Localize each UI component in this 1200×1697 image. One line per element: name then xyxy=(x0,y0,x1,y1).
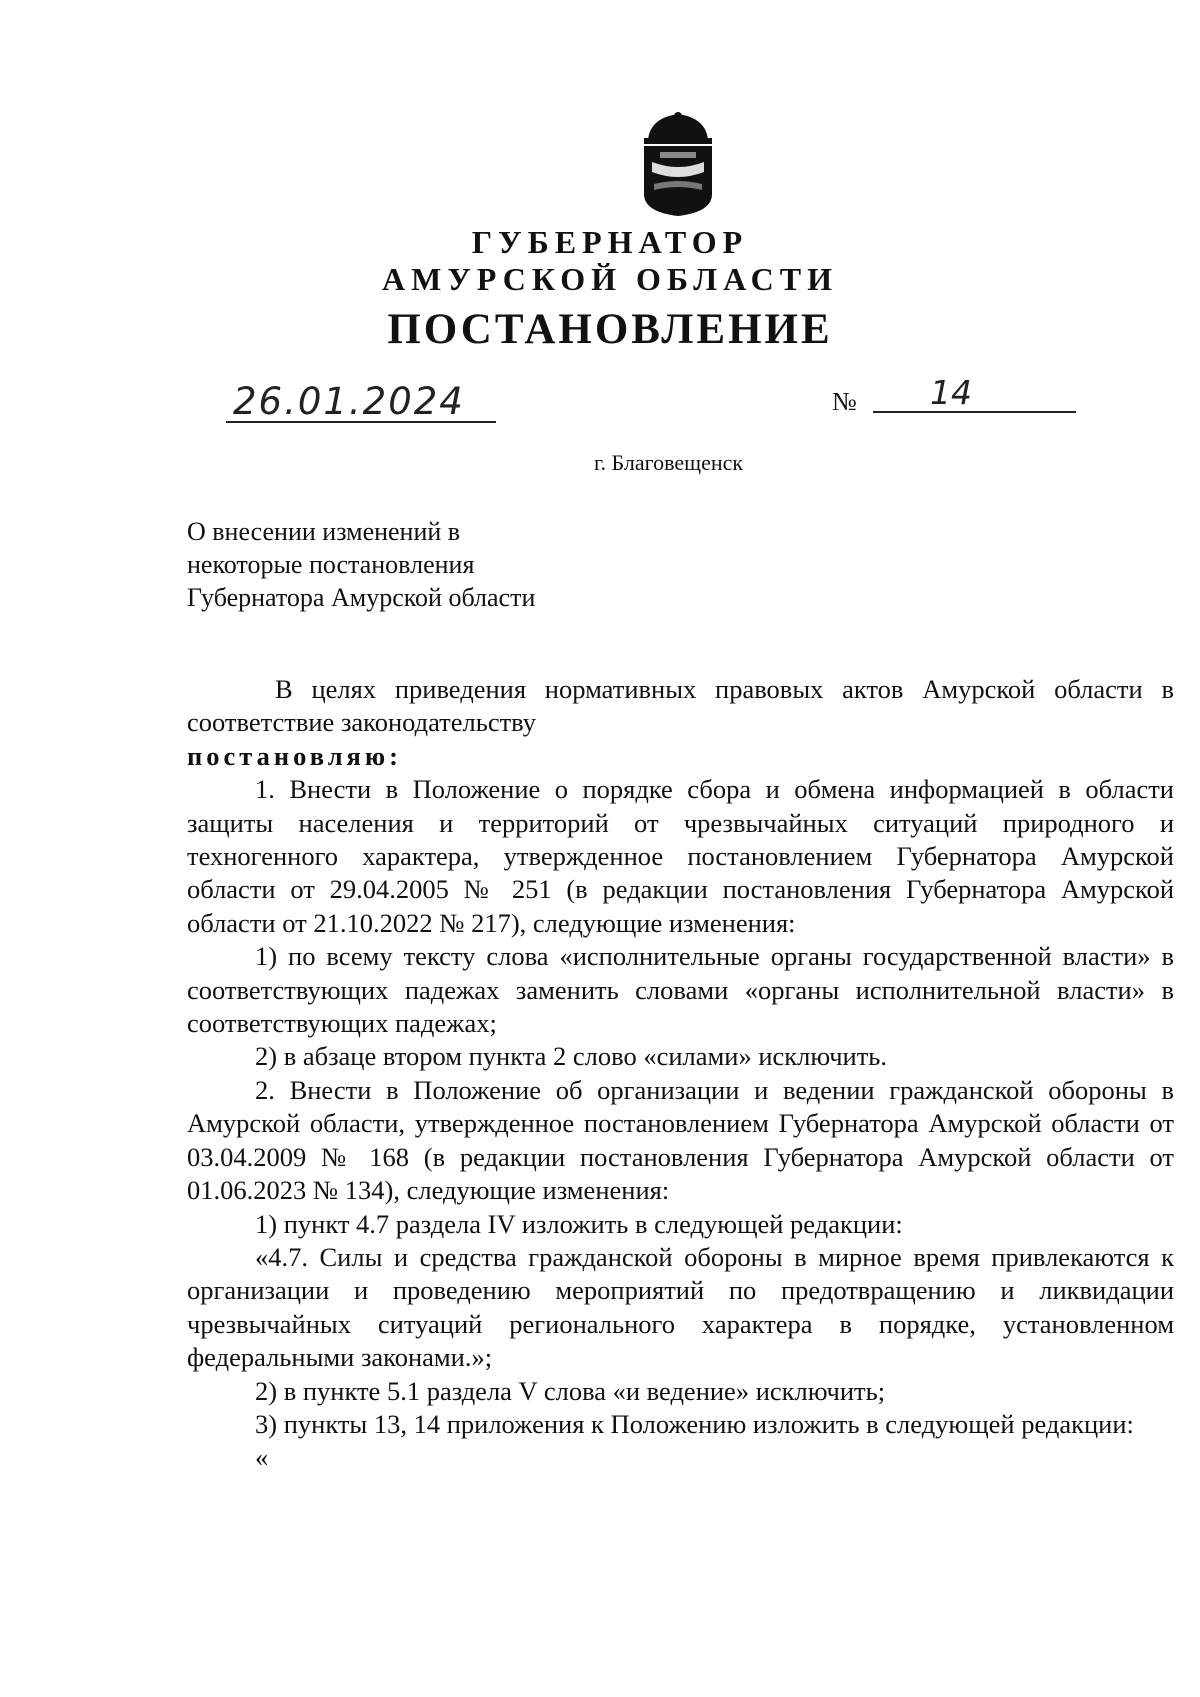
coat-of-arms-icon xyxy=(630,110,726,218)
city-name: г. Благовещенск xyxy=(594,450,744,475)
document-body xyxy=(187,673,1174,1475)
org-name-line2: АМУРСКОЙ ОБЛАСТИ xyxy=(382,261,838,297)
number-underline xyxy=(873,411,1076,413)
paragraph-1-item-1: 1) по всему тексту слова «исполнительные органы государственной власти» в соответствующих падежах заменить словами «органы исполнительной власти» в соответствующих падежах; xyxy=(187,941,1174,1039)
document-date: 26.01.2024 xyxy=(233,380,465,423)
subject-line: некоторые постановления xyxy=(187,550,475,579)
document-subject xyxy=(187,515,535,614)
subject-line: О внесении изменений в xyxy=(187,517,461,546)
resolve-paragraph xyxy=(187,740,1174,773)
paragraph-1-item-2: 2) в абзаце втором пункта 2 слово «силами» исключить. xyxy=(255,1041,887,1072)
document-number: 14 xyxy=(930,373,972,412)
paragraph-2-item-2: 2) в пункте 5.1 раздела V слова «и ведение» исключить; xyxy=(255,1375,886,1406)
org-name-line1: ГУБЕРНАТОР xyxy=(471,224,749,260)
number-sign: № xyxy=(832,387,857,416)
quote-open-mark: « xyxy=(255,1442,269,1473)
document-type-title: ПОСТАНОВЛЕНИЕ xyxy=(387,306,833,353)
paragraph-1: 1. Внести в Положение о порядке сбора и обмена информацией в области защиты населения и территорий от чрезвычайных ситуаций природного и техногенного характера, утвержденное постановлением Губернатора Амурской области от 29.04.2005 № 251 (в редакции постановления Губернатора Амурской области от 21.10.2022 № 217), следующие изменения: xyxy=(187,774,1174,938)
intro-paragraph: В целях приведения нормативных правовых актов Амурской области в соответствие законодательству xyxy=(187,674,1174,738)
resolve-word: постановляю: xyxy=(187,740,402,771)
date-underline xyxy=(226,421,496,423)
paragraph-2-item-3: 3) пункты 13, 14 приложения к Положению изложить в следующей редакции: xyxy=(255,1408,1134,1439)
paragraph-2: 2. Внести в Положение об организации и ведении гражданской обороны в Амурской области, утвержденное постановлением Губернатора Амурской области от 03.04.2009 № 168 (в редакции постановления Губернатора Амурской области от 01.06.2023 № 134), следующие изменения: xyxy=(187,1074,1174,1206)
paragraph-2-item-1-text: «4.7. Силы и средства гражданской обороны в мирное время привлекаются к организации и проведению мероприятий по предотвращению и ликвидации чрезвычайных ситуаций регионального характера в порядке, установленном федеральными законами.»; xyxy=(187,1241,1174,1373)
subject-line: Губернатора Амурской области xyxy=(187,583,536,612)
paragraph-2-item-1: 1) пункт 4.7 раздела IV изложить в следующей редакции: xyxy=(255,1208,903,1239)
